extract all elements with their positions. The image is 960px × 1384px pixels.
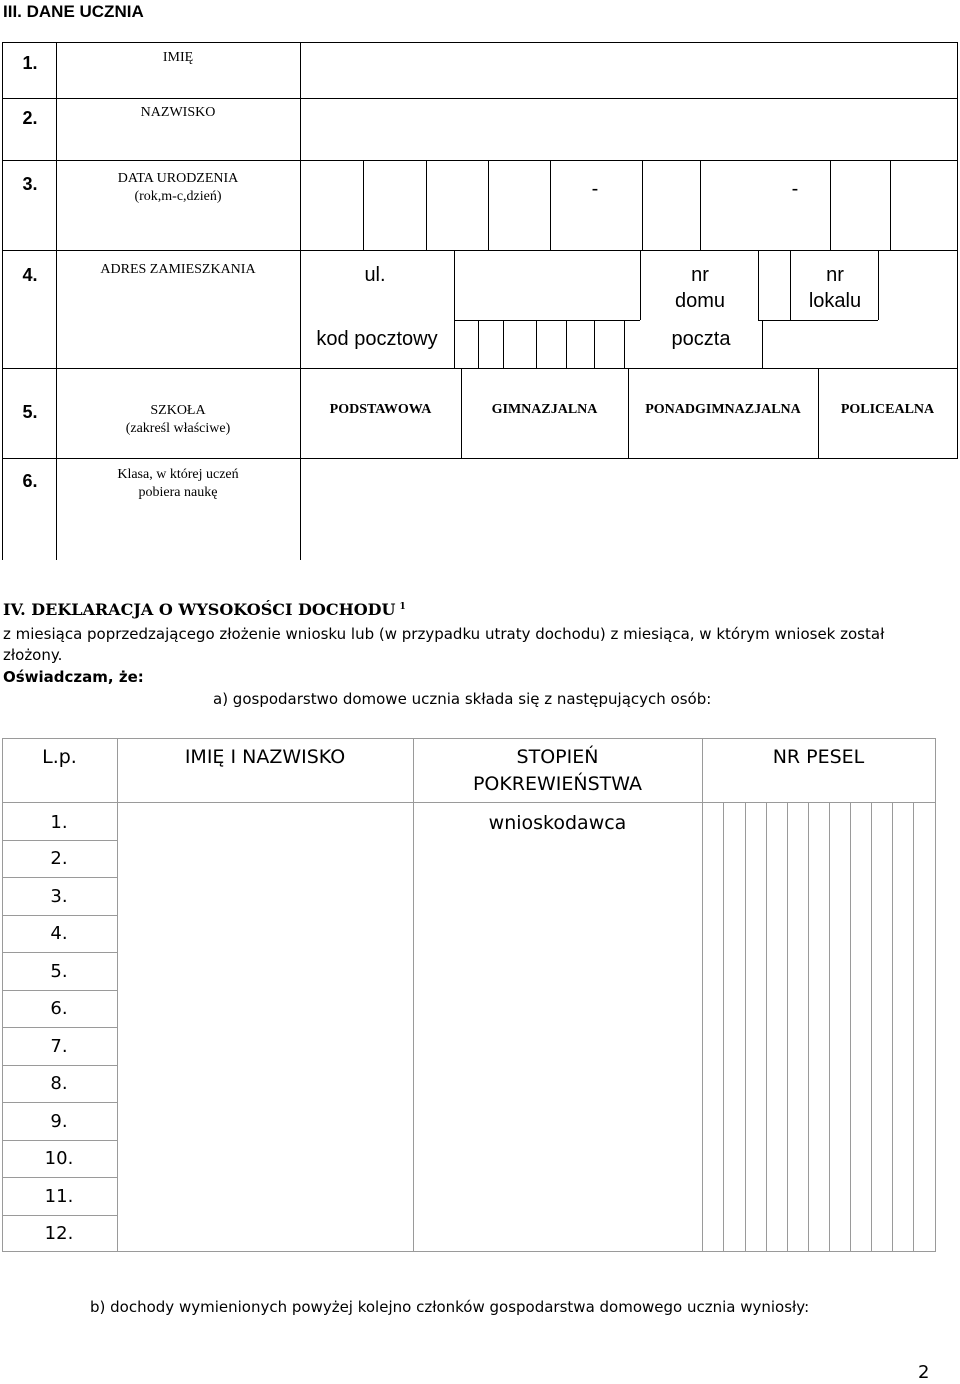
class-label: Klasa, w której uczeń bbox=[117, 467, 239, 482]
school-option-primary[interactable]: PODSTAWOWA bbox=[329, 402, 432, 417]
first-name-label: IMIĘ bbox=[162, 50, 194, 65]
table-row-number: 5. bbox=[50, 961, 68, 982]
table-row-number: 7. bbox=[50, 1036, 68, 1057]
apartment-number-label: nr lokalu bbox=[808, 264, 862, 312]
school-label: SZKOŁA bbox=[150, 403, 206, 418]
class-field[interactable] bbox=[301, 459, 957, 559]
declaration-statement: Oświadczam, że: bbox=[3, 668, 144, 686]
table-row-number: 4. bbox=[50, 923, 68, 944]
date-separator: - bbox=[791, 178, 799, 200]
date-separator: - bbox=[591, 178, 599, 200]
footnote-marker: 1 bbox=[399, 601, 406, 612]
row-number: 4. bbox=[22, 265, 38, 285]
section-4-title bbox=[3, 600, 406, 619]
house-number-label: nr domu bbox=[674, 264, 726, 312]
table-row-number: 1. bbox=[50, 812, 68, 833]
column-header-relation: STOPIEŃ POKREWIEŃSTWA bbox=[472, 746, 643, 795]
applicant-relation: wnioskodawca bbox=[488, 812, 627, 834]
row-number: 3. bbox=[22, 174, 38, 194]
table-row-number: 9. bbox=[50, 1111, 68, 1132]
row-number: 5. bbox=[22, 402, 38, 422]
table-row-number: 10. bbox=[44, 1148, 74, 1169]
school-option-middle[interactable]: GIMNAZJALNA bbox=[491, 402, 598, 417]
last-name-field[interactable] bbox=[301, 99, 957, 160]
class-label-cont: pobiera naukę bbox=[138, 485, 218, 500]
first-name-field[interactable] bbox=[301, 43, 957, 98]
birth-date-label: DATA URODZENIA bbox=[117, 171, 239, 186]
birth-date-format: (rok,m-c,dzień) bbox=[134, 189, 222, 204]
declaration-intro: z miesiąca poprzedzającego złożenie wniosku lub (w przypadku utraty dochodu) z miesiąca, w którym wniosek został złożony. bbox=[3, 625, 885, 664]
row-number: 6. bbox=[22, 471, 38, 491]
table-row-number: 8. bbox=[50, 1073, 68, 1094]
row-number: 1. bbox=[22, 53, 38, 73]
section-4-title-text: IV. DEKLARACJA O WYSOKOŚCI DOCHODU bbox=[3, 600, 396, 619]
last-name-label: NAZWISKO bbox=[140, 105, 216, 120]
school-option-secondary[interactable]: PONADGIMNAZJALNA bbox=[645, 402, 801, 417]
table-row-number: 11. bbox=[44, 1186, 74, 1207]
address-label: ADRES ZAMIESZKANIA bbox=[100, 262, 256, 277]
table-row-number: 12. bbox=[44, 1223, 74, 1244]
postal-code-label: kod pocztowy bbox=[316, 328, 438, 350]
table-row-number: 6. bbox=[50, 998, 68, 1019]
row-number: 2. bbox=[22, 108, 38, 128]
column-header-name: IMIĘ I NAZWISKO bbox=[184, 746, 346, 768]
table-row-number: 3. bbox=[50, 886, 68, 907]
table-row-number: 2. bbox=[50, 848, 68, 869]
household-intro: a) gospodarstwo domowe ucznia składa się z następujących osób: bbox=[213, 690, 712, 708]
income-intro: b) dochody wymienionych powyżej kolejno członków gospodarstwa domowego ucznia wyniosły: bbox=[90, 1298, 810, 1316]
street-label: ul. bbox=[364, 264, 386, 286]
column-header-lp: L.p. bbox=[42, 746, 77, 768]
column-header-pesel: NR PESEL bbox=[772, 746, 865, 768]
school-option-post-secondary[interactable]: POLICEALNA bbox=[840, 402, 935, 417]
section-3-title: III. DANE UCZNIA bbox=[3, 2, 144, 21]
page-number: 2 bbox=[918, 1362, 930, 1383]
school-instruction: (zakreśl właściwe) bbox=[125, 421, 231, 436]
city-label: poczta bbox=[671, 328, 731, 350]
